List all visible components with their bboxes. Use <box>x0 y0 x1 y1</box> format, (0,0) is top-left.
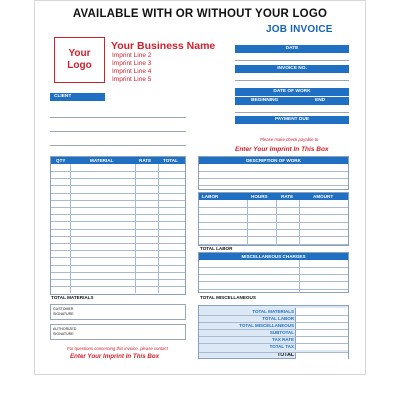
authorized-signature-box[interactable] <box>50 324 186 340</box>
date-of-work-subheader <box>235 97 349 105</box>
totals-row-label: SUBTOTAL <box>269 330 294 335</box>
table-row[interactable] <box>51 257 185 258</box>
table-row[interactable] <box>51 286 185 287</box>
totals-row <box>199 336 348 343</box>
questions-note: For questions concerning this invoice, please contact <box>67 346 168 351</box>
col-amount-header: AMOUNT <box>313 194 334 199</box>
date-label: DATE <box>235 45 349 53</box>
imprint-line: Imprint Line 3 <box>112 60 152 67</box>
table-row[interactable] <box>51 207 185 208</box>
table-row[interactable] <box>51 243 185 244</box>
date-field[interactable] <box>235 60 349 61</box>
column-divider <box>247 200 248 246</box>
total-labor-label: TOTAL LABOR <box>200 246 233 251</box>
imprint-line: Imprint Line 2 <box>112 52 152 59</box>
table-row[interactable] <box>51 178 185 179</box>
labor-table-header <box>199 193 348 200</box>
misc-header-text: MISCELLANEOUS CHARGES <box>241 254 306 259</box>
description-header <box>199 157 348 164</box>
totals-value-field[interactable] <box>295 343 348 350</box>
customer-signature-label <box>53 307 74 316</box>
signature-label: SIGNATURE <box>53 311 74 316</box>
column-divider <box>299 200 300 246</box>
date-of-work-label: DATE OF WORK <box>235 88 349 96</box>
table-row[interactable] <box>199 229 348 230</box>
totals-row <box>199 308 348 315</box>
client-label: CLIENT <box>50 93 105 101</box>
payment-due-label: PAYMENT DUE <box>235 116 349 124</box>
description-line <box>199 185 348 186</box>
description-of-work-box[interactable] <box>198 156 349 190</box>
totals-divider <box>199 343 348 344</box>
client-line[interactable] <box>50 131 186 132</box>
col-rate-header: RATE <box>139 158 152 163</box>
col-labor-header: LABOR <box>202 194 219 199</box>
authorized-label: AUTHORIZED <box>53 327 77 331</box>
totals-row-label: TOTAL MATERIALS <box>252 309 294 314</box>
invoice-no-label: INVOICE NO. <box>235 65 349 73</box>
form-title: JOB INVOICE <box>266 24 333 35</box>
end-label: END <box>315 98 326 103</box>
totals-divider <box>199 336 348 337</box>
totals-value-field[interactable] <box>295 315 348 322</box>
table-row[interactable] <box>199 244 348 245</box>
totals-value-field[interactable] <box>295 322 348 329</box>
table-row[interactable] <box>199 236 348 237</box>
table-row[interactable] <box>51 279 185 280</box>
beginning-label: BEGINNING <box>251 98 279 103</box>
totals-value-field[interactable] <box>295 329 348 336</box>
table-row[interactable] <box>199 207 348 208</box>
signature-label: SIGNATURE <box>53 331 74 336</box>
client-line[interactable] <box>50 145 186 146</box>
customer-label: CUSTOMER <box>53 307 74 311</box>
client-line[interactable] <box>50 117 186 118</box>
table-row[interactable] <box>51 265 185 266</box>
table-row[interactable] <box>51 229 185 230</box>
totals-row <box>199 322 348 329</box>
materials-table-header <box>51 157 185 164</box>
imprint-box-text: Enter Your Imprint In This Box <box>235 146 329 153</box>
totals-value-field[interactable] <box>295 352 348 359</box>
totals-row-label: TAX RATE <box>272 337 294 342</box>
logo-placeholder <box>54 37 105 83</box>
misc-charges-table <box>198 252 349 293</box>
totals-divider <box>199 329 348 330</box>
totals-row-label: TOTAL TAX <box>269 344 294 349</box>
totals-divider <box>199 352 348 353</box>
table-row[interactable] <box>199 281 348 282</box>
table-row[interactable] <box>199 267 348 268</box>
logo-text-line2: Logo <box>67 60 92 71</box>
total-misc-label: TOTAL MISCELLANEOUS <box>200 295 256 300</box>
col-rate-header: RATE <box>281 194 294 199</box>
table-row[interactable] <box>199 289 348 290</box>
column-divider <box>135 164 136 293</box>
totals-summary-box <box>198 305 349 359</box>
col-hours-header: HOURS <box>251 194 268 199</box>
invoice-no-field[interactable] <box>235 80 349 81</box>
table-row[interactable] <box>199 274 348 275</box>
customer-signature-box[interactable] <box>50 304 186 320</box>
totals-row-label: TOTAL MISCELLANEOUS <box>239 323 294 328</box>
totals-divider <box>199 322 348 323</box>
description-line <box>199 178 348 179</box>
banner-headline: AVAILABLE WITH OR WITHOUT YOUR LOGO <box>72 8 328 20</box>
date-of-work-field[interactable] <box>235 112 349 113</box>
description-line <box>199 171 348 172</box>
column-divider <box>276 200 277 246</box>
totals-row <box>199 352 348 359</box>
table-row[interactable] <box>51 214 185 215</box>
total-materials-label: TOTAL MATERIALS <box>51 295 94 300</box>
column-divider <box>299 260 300 293</box>
totals-row-label: TOTAL LABOR <box>262 316 294 321</box>
authorized-signature-label <box>53 327 76 336</box>
col-total-header: TOTAL <box>163 158 178 163</box>
imprint-box-text-bottom: Enter Your Imprint In This Box <box>70 353 160 360</box>
table-row[interactable] <box>51 250 185 251</box>
table-row[interactable] <box>51 171 185 172</box>
logo-text-line1: Your <box>68 48 91 59</box>
col-material-header: MATERIAL <box>90 158 114 163</box>
materials-table <box>50 156 186 295</box>
table-row[interactable] <box>51 236 185 237</box>
imprint-line: Imprint Line 4 <box>112 68 152 75</box>
totals-row <box>199 315 348 322</box>
table-row[interactable] <box>51 200 185 201</box>
misc-header <box>199 253 348 260</box>
labor-table <box>198 192 349 246</box>
column-divider <box>70 164 71 293</box>
imprint-line: Imprint Line 5 <box>112 76 152 83</box>
table-row[interactable] <box>51 185 185 186</box>
table-row[interactable] <box>51 221 185 222</box>
totals-row <box>199 329 348 336</box>
totals-value-field[interactable] <box>295 336 348 343</box>
col-qty-header: QTY <box>56 158 66 163</box>
totals-divider <box>199 315 348 316</box>
table-row[interactable] <box>51 193 185 194</box>
description-header-text: DESCRIPTION OF WORK <box>246 158 301 163</box>
table-row[interactable] <box>51 272 185 273</box>
business-name: Your Business Name <box>111 40 216 52</box>
table-row[interactable] <box>199 222 348 223</box>
column-divider <box>158 164 159 293</box>
totals-value-field[interactable] <box>295 308 348 315</box>
totals-row-label: TOTAL <box>277 352 294 358</box>
payable-note: Please make check payable to <box>260 137 319 142</box>
table-row[interactable] <box>199 214 348 215</box>
totals-row <box>199 343 348 350</box>
